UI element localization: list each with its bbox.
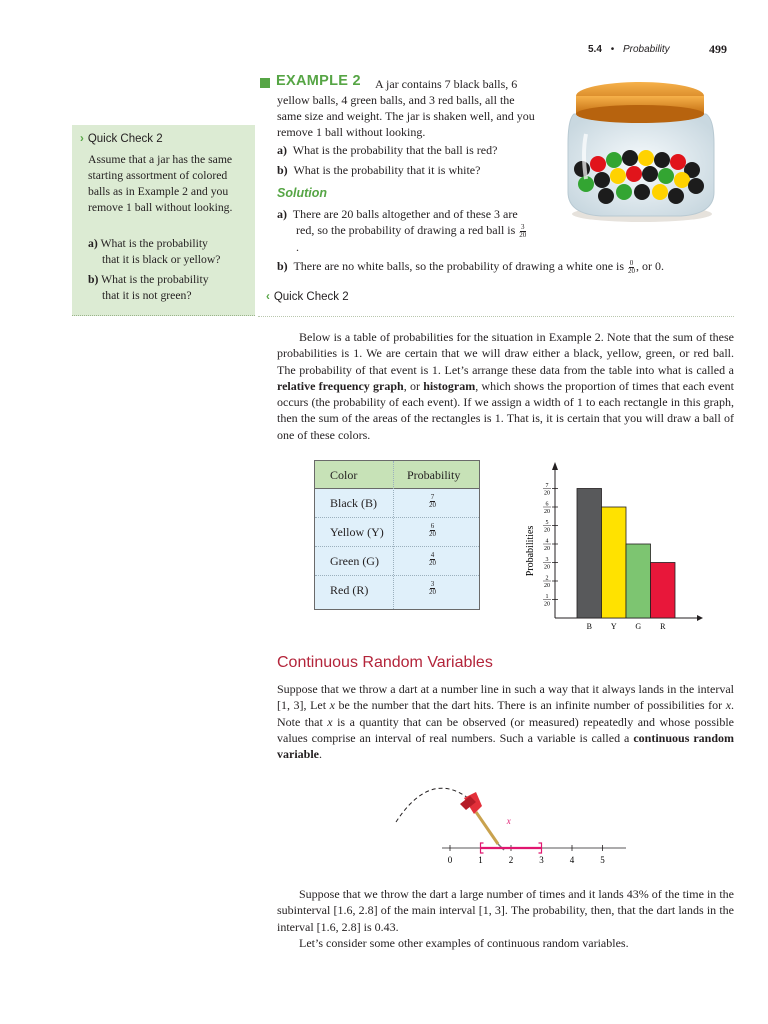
sb-text: There are no white balls, so the probability of drawing a white one is	[293, 259, 625, 273]
para1-part1: Below is a table of probabilities for the situation in Example 2. Note that the sum of these probabilities is 1. We are certain that we will draw either a black, yellow, green, or red ball. The probability of that event is 1. Let’s arrange these data from the table into what is called a	[277, 330, 734, 377]
sa-line2: red, so the probability of drawing a red ball is	[296, 223, 516, 237]
y-axis-label: Probabilities	[525, 525, 536, 577]
running-title: Probability	[622, 44, 670, 55]
quick-check-title-text: Quick Check 2	[87, 133, 163, 145]
divider	[258, 316, 734, 317]
paragraph-dart-experiment	[277, 886, 734, 935]
x-tick-labels	[587, 622, 667, 631]
y-tick-denominator: 20	[544, 601, 550, 608]
qb-line1: What is the probability	[101, 273, 209, 286]
bullet: •	[610, 44, 615, 55]
y-tick-numerator: 1	[545, 594, 549, 600]
qb-line2: that it is not green?	[102, 289, 192, 302]
para3-text2: Let’s consider some other examples of continuous random variables.	[299, 936, 629, 950]
sec-part-d: is a quantity that can be observed (or measured) repeatedly and whose possible values comprise an interval of real numbers. Such a variable is called a	[277, 714, 734, 745]
jar-illustration	[546, 74, 736, 224]
y-tick-numerator: 2	[545, 575, 549, 582]
y-tick-numerator: 7	[545, 483, 549, 489]
y-ticks	[543, 483, 558, 608]
bar-G	[626, 544, 651, 618]
table-cell-probability	[428, 493, 437, 509]
sa-line1: There are 20 balls altogether and of these 3 are	[292, 207, 518, 221]
number-line-dart-figure	[390, 778, 630, 874]
tick-label: 0	[447, 855, 453, 865]
term-histogram: histogram	[423, 378, 476, 393]
var-x: x	[327, 714, 333, 729]
var-x: x	[329, 698, 335, 713]
quick-check-question-a	[88, 236, 248, 268]
sb-end: , or 0.	[636, 259, 665, 273]
para1-part2: , or	[403, 378, 424, 393]
eqb-text: What is the probability that it is white?	[293, 163, 481, 177]
prob-den: 20	[429, 558, 436, 567]
x-tick-label: R	[660, 622, 666, 631]
y-tick-numerator: 4	[545, 538, 549, 545]
y-tick-denominator: 20	[544, 490, 550, 497]
solution-a	[277, 206, 539, 255]
prob-den: 20	[429, 529, 436, 538]
tick-label: 1	[478, 855, 483, 865]
quick-check-return-link[interactable]	[266, 291, 349, 303]
term-continuous-random-variable: continuous random variable	[277, 730, 734, 762]
paragraph-histogram-intro	[277, 329, 734, 443]
table-header-color: Color	[330, 468, 358, 482]
paragraph-continuous	[277, 681, 734, 762]
example-question-a	[277, 142, 497, 158]
x-axis-arrow	[697, 615, 703, 621]
tick-label: 4	[569, 855, 575, 865]
fraction-0-20	[628, 260, 635, 275]
table-cell-color: Green (G)	[330, 554, 379, 568]
paragraph-closing	[277, 935, 734, 951]
chevron-left-icon: ‹	[266, 291, 270, 303]
tick-label: 5	[600, 855, 605, 865]
fraction-3-20	[519, 224, 526, 239]
sa-num: 3	[521, 222, 525, 231]
bars	[577, 489, 675, 619]
dart-trajectory	[396, 788, 468, 822]
prob-num: 6	[430, 521, 435, 530]
chevron-right-icon: ›	[80, 133, 84, 145]
sb-den: 20	[628, 266, 636, 275]
prob-den: 20	[429, 587, 436, 596]
sb-num: 0	[629, 258, 634, 267]
solution-title: Solution	[277, 186, 327, 200]
probability-table	[314, 460, 480, 610]
quick-check-intro: Assume that a jar has the same starting assortment of colored balls as in Example 2 and you remove 1 ball without looking.	[88, 153, 233, 214]
x-tick-label: G	[635, 622, 642, 631]
table-cell-color: Yellow (Y)	[330, 525, 384, 539]
table-header-probability: Probability	[407, 468, 461, 482]
eqa-text: What is the probability that the ball is red?	[292, 143, 498, 157]
bar-B	[577, 489, 602, 619]
table-cell-color: Black (B)	[330, 496, 377, 510]
y-tick-denominator: 20	[544, 546, 550, 552]
qb-label: b)	[88, 273, 99, 286]
sec-part-e: .	[319, 747, 322, 762]
qa-line1: What is the probability	[100, 237, 208, 250]
quick-check-question-b	[88, 272, 248, 304]
table-cell-probability	[428, 522, 437, 538]
y-tick-numerator: 3	[545, 557, 549, 563]
histogram-chart	[515, 456, 705, 636]
y-tick-denominator: 20	[544, 564, 550, 571]
eqb-label: b)	[277, 163, 288, 177]
row-separator	[315, 546, 479, 547]
page-number: 499	[709, 42, 727, 56]
running-head	[588, 44, 670, 55]
y-tick-numerator: 5	[545, 520, 549, 526]
y-tick-denominator: 20	[544, 527, 550, 534]
sb-label: b)	[277, 259, 288, 273]
sec-part-c: . Note that	[277, 698, 735, 729]
sa-label: a)	[277, 207, 287, 221]
prob-den: 20	[429, 500, 436, 509]
prob-num: 7	[430, 492, 435, 501]
table-cell-probability	[428, 580, 437, 596]
sa-end: .	[296, 239, 299, 254]
bar-Y	[602, 507, 627, 618]
x-tick-label: Y	[610, 622, 617, 631]
eqa-label: a)	[277, 143, 287, 157]
dart-icon	[460, 792, 504, 850]
bar-R	[651, 563, 676, 619]
section-title: Continuous Random Variables	[277, 654, 493, 671]
prob-num: 4	[430, 550, 435, 559]
example-square-icon	[260, 78, 270, 88]
x-marker-label: x	[506, 816, 511, 826]
example-label: EXAMPLE 2	[276, 73, 361, 89]
number-line	[442, 843, 626, 865]
table-cell-probability	[428, 551, 437, 567]
example-text: A jar contains 7 black balls, 6 yellow balls, 4 green balls, and 3 red balls, all the same size and weight. The jar is shaken well, and you remove 1 ball without looking.	[277, 77, 535, 139]
term-relative-frequency-graph: relative frequency graph	[277, 378, 404, 393]
para3-text: Suppose that we throw the dart a large number of times and it lands 43% of the time in the subinterval [1.6, 2.8] of the main interval [1, 3]. The probability, then, that the dart lands in the interval [1.6, 2.8] is 0.43.	[277, 887, 734, 934]
table-cell-color: Red (R)	[330, 583, 369, 597]
row-separator	[315, 517, 479, 518]
sa-den: 20	[519, 230, 527, 239]
y-tick-denominator: 20	[544, 509, 550, 515]
para1-part3: , which shows the proportion of times that each event occurs (the probability of each event). If we assign a width of 1 to each rectangle in this graph, then the sum of the areas of the rectangles is 1. That is, it is certain that you will draw a ball of one of these colors.	[277, 378, 734, 442]
x-tick-label: B	[586, 622, 592, 631]
qa-label: a)	[88, 237, 98, 250]
qa-line2: that it is black or yellow?	[102, 253, 221, 266]
row-separator	[315, 575, 479, 576]
sec-part-b: be the number that the dart hits. There is an infinite number of possibilities for	[334, 698, 726, 713]
example-question-b	[277, 162, 480, 178]
tick-label: 2	[508, 855, 514, 865]
column-separator	[393, 461, 394, 609]
solution-b	[277, 258, 737, 275]
section-number: 5.4	[588, 44, 602, 55]
y-tick-denominator: 20	[544, 583, 550, 589]
quick-check-title[interactable]	[80, 133, 163, 145]
tick-label: 3	[539, 855, 544, 865]
y-axis-arrow	[552, 462, 558, 470]
sec-part-a: Suppose that we throw a dart at a number line in such a way that it always lands in the interval [1, 3], Let	[277, 682, 734, 713]
y-tick-numerator: 6	[545, 501, 549, 508]
var-x: x	[725, 698, 732, 713]
quick-check-return-text: Quick Check 2	[273, 291, 349, 303]
prob-num: 3	[430, 579, 435, 588]
